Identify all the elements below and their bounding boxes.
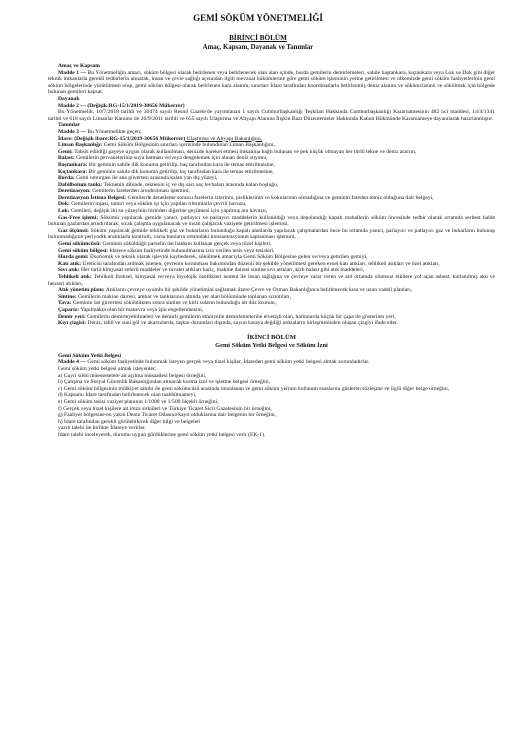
definition-term: Gas-Free işlemi:: [58, 214, 99, 221]
definition-term: Gaz ölçümü:: [58, 227, 89, 234]
definition-term: Lok:: [58, 208, 70, 215]
definition-item: [48, 188, 495, 195]
definition-term: Balast:: [58, 155, 75, 162]
definition-text: Her türlü kimyasal zehirli maddeler ve tuvalet atıkları hariç, makine dairesi sintine sıvı atıkları, kirli balast gibi atık maddeleri,: [79, 267, 365, 274]
definition-text: Söküm yapılacak gemide tehlikeli gaz ve buharların bulunduğu kapalı alanlarda yapılacak çalışmalardan önce bu ortamda yanıcı, parlayıcı ve patlayıcı gaz ve buharların bulunup bulunmadığının periyodik aralıklarla kontrolü, varsa bunların ortamdaki konsantrasyonun saptanması işlemini,: [48, 227, 495, 241]
definition-text: Gemilerin demirleyebilmeleri ve demirli gemilerin emniyetle demirlemelerine elverişli olan, haritalarda küçük bir çapa ile gösterilen yeri,: [85, 313, 396, 320]
definition-text: Yapılmakta olan bir manevra veya işin engellenmesini,: [79, 306, 204, 313]
definition-item: [48, 162, 495, 169]
definition-text: Bir geminin sahile dik konuma getirilip, baş tarafından kara ile temas ettirilmesine,: [87, 161, 275, 168]
definition-term: Gemi:: [58, 148, 73, 155]
part1-subtitle: Amaç, Kapsam, Dayanak ve Tanımlar: [202, 44, 314, 51]
definition-term: Kıçtankara:: [58, 168, 88, 175]
requirement-line: a) Gayri sıhhi müesseselere ait açılma müsaadesi belgesi örneğini,: [58, 372, 207, 379]
requirement-line: c) Gemi söküm bölgesinin mülkiyet sahibi ile gemi sökümcüsü arasında imzalanan ve gemi söküm yerinin kullanım esaslarını gösteren sözleşme ve ilgili diğer belge örneğini,: [58, 385, 450, 392]
definition-term: Sıvı atık:: [58, 267, 80, 274]
tanimlar-heading: Tanımlar: [58, 122, 81, 129]
definition-term: Dok:: [58, 201, 70, 208]
madde-3-label: Madde 3 —: [58, 128, 86, 135]
part2-header: [48, 334, 495, 350]
madde-2-label: Madde 2 — (Değişik:RG-15/1/2019-30656 Mükerrer): [58, 102, 185, 109]
part2-subtitle: Gemi Söküm Yetki Belgesi ve Söküm İzni: [215, 341, 328, 349]
definition-term: Liman Başkanlığı:: [58, 142, 103, 149]
belge-heading: Gemi Söküm Yetki Belgesi: [58, 352, 122, 359]
definition-text: Bir geminin sahile dik konuma getirilip, kıç tarafından kara ile temas ettirilmesine,: [87, 168, 274, 175]
requirement-line: h) İdare tarafından gerekli görülebilecek diğer bilgi ve belgeleri: [58, 418, 201, 425]
belge-requirements-list: [48, 366, 495, 439]
definition-item: [48, 287, 495, 294]
definition-text: Gemilerin makine dairesi, ambar ve tanklarının altında yer alan bölümünde toplanan sızıntıları,: [76, 293, 292, 300]
definition-text: Sökümü yapılacak gemide yanıcı, patlayıcı ve parlayıcı maddelerin kullanıldığı veya depolandığı kapalı mahallerin söküm öncesinde tedbir olarak ortamda serbest halde bulunan gazlardan arındırılarak, sıcak çalışma uygulanacak ve insan çalışacak vaziyete getirilmesi işlemini,: [48, 214, 495, 228]
definition-term: Çapariz:: [58, 306, 80, 313]
definition-text: Gemileri, değişik iki su yüzeyinin birinden diğerine geçilmesi için yapılmış ara havuzu,: [69, 208, 268, 215]
definition-item: [48, 155, 495, 162]
definition-text: Geminin söküldüğü parselin üst hakkını kullanan gerçek veya tüzel kişileri,: [101, 241, 272, 248]
definition-item: [48, 169, 495, 176]
definition-item: [48, 320, 495, 327]
definition-item: [48, 241, 495, 248]
requirement-line: d) Kapsamı İdare tarafından belirlenecek olan taahhütnameyi,: [58, 392, 197, 399]
definition-item: [48, 195, 495, 202]
definition-term: Sintine:: [58, 293, 77, 300]
definition-text: Gemilerin farelerden arındırılması işlemini,: [90, 188, 190, 195]
definitions-list: [48, 142, 495, 327]
madde-1-label: Madde 1 —: [58, 69, 87, 76]
madde-3-intro: [48, 129, 495, 136]
requirement-line: Gemi söküm yetki belgesi almak isteyenler;: [58, 365, 157, 372]
madde-2-text: Bu Yönetmelik, 10/7/2018 tarihli ve 30474 sayılı Resmî Gazete'de yayımlanan 1 sayılı Cumhurbaşkanlığı Teşkilatı Hakkında Cumhurbaşkanlığı Kararnamesinin 482 nci maddesi, 14/4/1341 tarihli ve 618 sayılı Limanlar Kanunu ile 26/9/2011 tarihli ve 655 sayılı Ulaştırma ve Altyapı Alanına İlişkin Bazı Düzenlemeler Hakkında Kanun Hükmünde Kararnameye dayanılarak hazırlanmıştır.: [48, 109, 495, 122]
definition-term: Deretizasyon İstisna Belgesi:: [58, 194, 127, 201]
definition-term: Tehlikeli atık:: [58, 274, 92, 280]
definition-text: Teknenin dibinde, teknenin iç ve dış sacı saç levhaları arasında kalan boşluğu,: [102, 181, 279, 188]
definition-item: [48, 254, 495, 261]
definition-item: [48, 142, 495, 149]
definition-item: [48, 261, 495, 268]
definition-term: Tava:: [58, 300, 72, 307]
definition-text: Atıkların çevreye uyumlu bir şekilde yönetimini sağlamak üzere Çevre ve Orman Bakanlığınca belirlenecek kısa ve uzun vadeli planları,: [104, 287, 413, 294]
definition-term: Baştankara:: [58, 161, 88, 168]
definition-term: Katı atık:: [58, 260, 82, 267]
definition-text: Ekonomik ve teknik olarak işlevini kaybederek, sökülmek amacıyla Gemi Söküm Bölgesine gelen ve/veya getirilen gemiyi,: [88, 254, 368, 261]
definition-item: [48, 300, 495, 307]
definition-text: Gemilerin pervanelerinin suya batması ve/veya dengelemek için alınan deniz suyunu,: [74, 155, 268, 162]
definition-text: Tehlikeli fiziksel, kimyasal ve/veya biyolojik özellikleri nedeni ile insan sağlığına ve çevreye zarar veren ve atıl ortamda olumsuz etkilere yol açan asbest, kullanılmış akü ve benzeri atıkları,: [48, 274, 495, 287]
definition-term: Kıyı çizgisi:: [58, 320, 87, 327]
definition-item: [48, 228, 495, 241]
definition-term: Gemi söküm bölgesi:: [58, 247, 109, 254]
definition-text: Üreticisi tarafından atılmak istenen, çevrenin korunması bakımından düzenli bir şekilde yönetilmesi gereken evsel katı atıkları, tehlikeli atıkları ve özel atıkları,: [81, 260, 440, 267]
madde-4-text: Gemi söküm faaliyetinde bulunmak isteyen gerçek veya tüzel kişiler, İdareden gemi söküm yetki belgesi almak zorundadırlar.: [85, 359, 370, 366]
idare-term: İdare: (Değişik ibare:RG-15/1/2019-30656 Mükerrer): [58, 135, 186, 142]
requirement-line: b) Çalışma ve Sosyal Güvenlik Bakanlığından alınacak kurma izni ve işletme belgesi örneğini,: [58, 379, 271, 386]
requirement-line: İdare talebi inceleyerek, durumu uygun gördüklerine gemi söküm yetki belgesi verir (EK-1).: [58, 431, 266, 438]
definition-item: [48, 208, 495, 215]
definition-term: Atık yönetim planı:: [58, 287, 105, 294]
amac-paragraph: [48, 70, 495, 96]
definition-term: Deretizasyon:: [58, 188, 91, 195]
definition-term: Dabilbotum tankı:: [58, 181, 103, 188]
definition-item: [48, 149, 495, 156]
definition-term: Gemi sökümcüsü:: [58, 241, 102, 248]
definition-item: [48, 267, 495, 274]
requirement-line: f) Gerçek veya tüzel kişilere ait imza sirküleri ve Türkiye Ticaret Sicil Gazetesinin bir örneğini,: [58, 405, 272, 412]
madde-4-paragraph: [48, 359, 495, 366]
dayanak-heading: Dayanak: [58, 95, 80, 102]
definition-text: Gemi omurgası ile ana güvertesi arasında kalan yan dış yüzeyi,: [74, 175, 218, 182]
requirement-line: e) Gemi söküm tesisi vaziyet planının 1/1000 ve 1/500 ölçekli örneğini,: [58, 398, 219, 405]
definition-item: [48, 307, 495, 314]
definition-text: Gemi Söküm Bölgesinin sınırları içerisinde bulunduran Liman Başkanlığını,: [102, 142, 275, 149]
madde-1-text: Bu Yönetmeliğin amacı, söküm bölgesi olarak belirlenen veya belirlenecek olan alan içinde, hurda gemilerin demirlemeleri, sahile baştankara, kıçtankara veya Lok ve Dok gibi diğer teknik imkanlarla gerekli tedbirlerin alınarak, insan ve çevre sağlığı açısından ilgili mevzuat hükümlerine göre gemi söküm işleminin yerine getirilmesi ve ülkemizde gemi söküm faaliyetlerinin gemi söküm bölgelerinde yürütülmesi olup, gemi söküm bölgesi olarak belirlenen kara alanını, sınırları İdare tarafından koordinatlarla belirlenmiş deniz alanını ve sökümcüsünü ve sökülmek için bölgede bulunan gemileri kapsar.: [48, 69, 496, 96]
definition-item: [48, 248, 495, 255]
definition-text: Deniz, tabii ve suni göl ve akarsularda, taşkın durumları dışında, suyun karaya değdiği noktaların birleşmesinden oluşan çizgiyi ifade eder.: [86, 320, 398, 327]
definition-text: Geminin üst güvertesi söküldükten sonra sintine ve kirli suların bulunduğu alt düz kısmını,: [71, 300, 277, 307]
definition-text: İdarece söküm faaliyetinde bulunulmasına izin verilen tesis veya tesisleri,: [108, 247, 275, 254]
definition-term: Demir yeri:: [58, 313, 86, 320]
requirement-line: yazılı talebi ile birlikte İdareye verirler.: [58, 425, 146, 432]
definition-term: Borda:: [58, 175, 75, 182]
definition-term: Hurda gemi:: [58, 254, 89, 261]
definition-text: Gemilerde denetleme sonucu farelerin izlerinin, pisliklerinin ve kokularının olmadığına ve geminin fareden temiz olduğuna dair belgeyi,: [126, 194, 434, 201]
requirement-line: g) Faaliyet bölgesine en yakın Deniz Ticaret Odasına kayıt olduklarına dair belgenin bir örneğini,: [58, 412, 277, 419]
madde-3-intro-text: Bu Yönetmelikte geçen;: [85, 128, 142, 135]
definition-item: [48, 215, 495, 228]
amac-heading: Amaç ve Kapsam: [58, 63, 100, 69]
madde-4-label: Madde 4 —: [58, 359, 86, 366]
definition-text: Gemilerin inşası, tamiri veya söküm işi için yapılan rıhtımlarla çevrili havuzu,: [69, 201, 247, 208]
document-body: [48, 63, 495, 438]
part2-heading: İKİNCİ BÖLÜM: [247, 333, 296, 341]
definition-text: Tahsis edildiği gayeye uygun olarak kullanılması, denizde hareket etmesi imkanına bağlı bulunan ve pek küçük olmayan her türlü tekne ve deniz aracını,: [72, 148, 417, 155]
idare-def: Ulaştırma ve Altyapı Bakanlığını,: [185, 135, 263, 142]
definition-item: [48, 175, 495, 182]
definition-item: [48, 274, 495, 287]
document-title: GEMİ SÖKÜM YÖNETMELİĞİ: [193, 13, 323, 23]
part1-heading: BİRİNCİ BÖLÜM: [229, 34, 287, 42]
